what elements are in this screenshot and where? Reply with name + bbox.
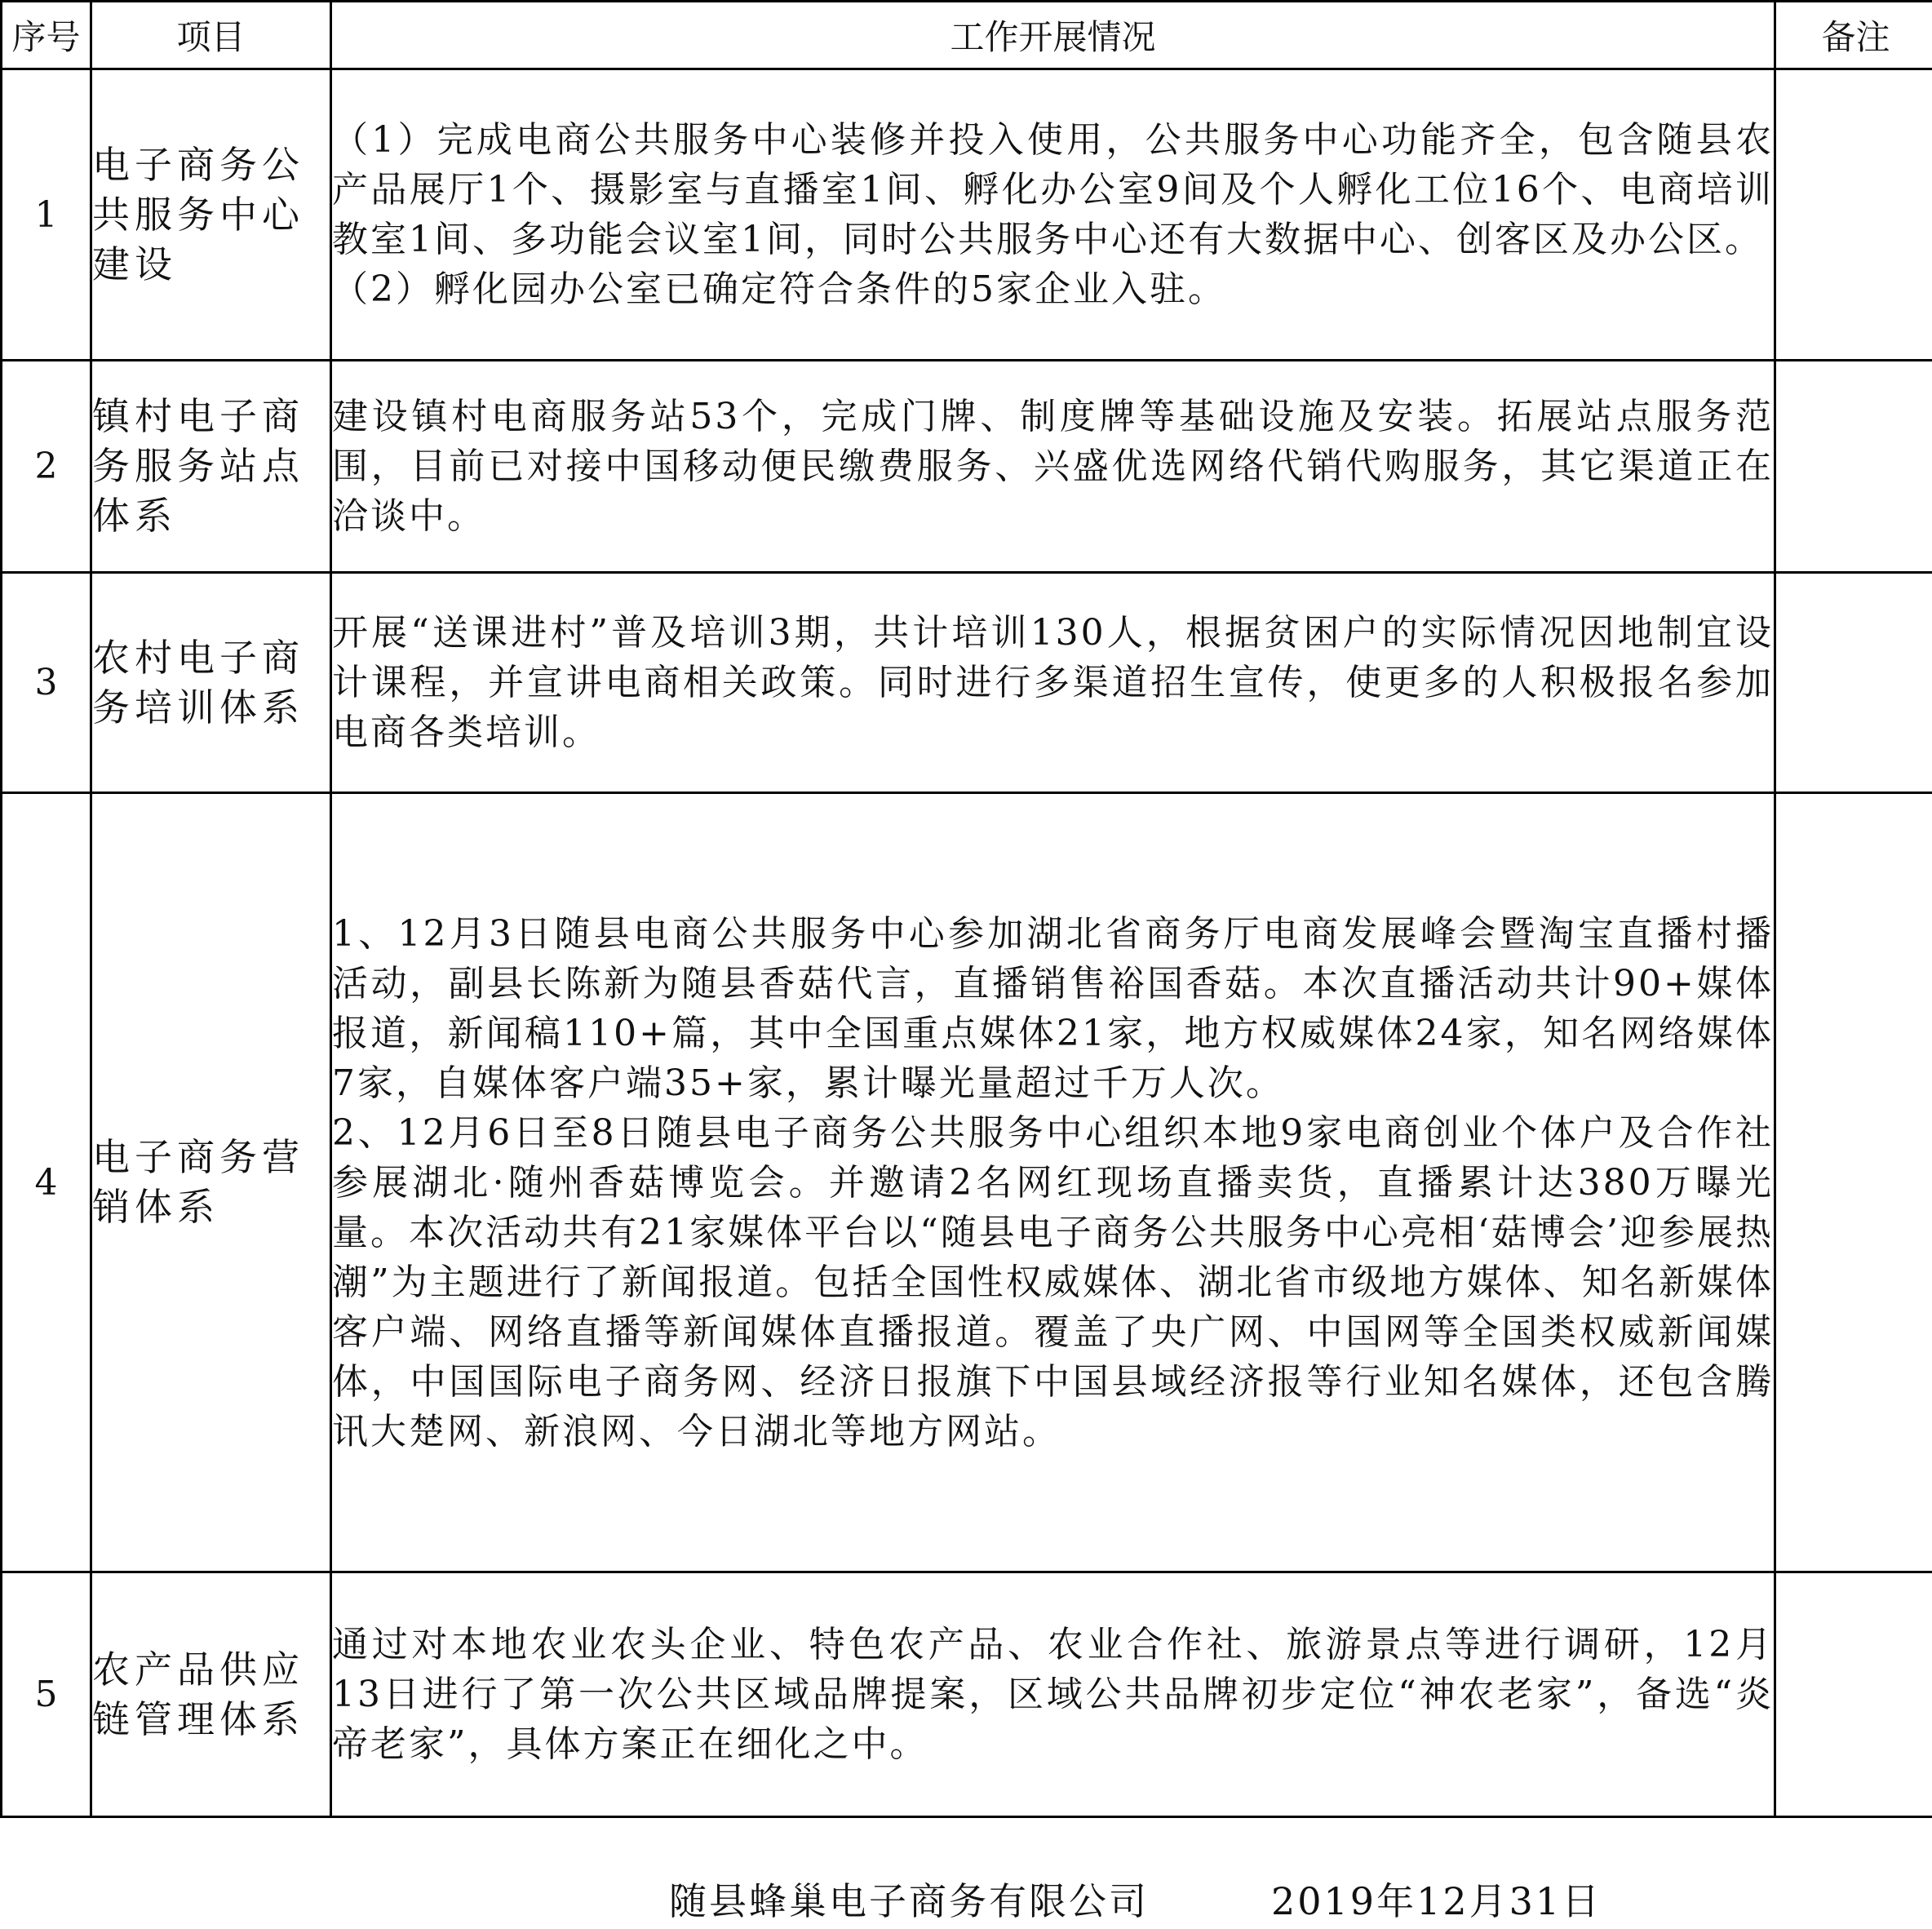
row-project-name: 电子商务公共服务中心建设 bbox=[91, 69, 331, 361]
header-serial-number: 序号 bbox=[2, 2, 91, 69]
work-paragraph: 通过对本地农业农头企业、特色农产品、农业合作社、旅游景点等进行调研，12月13日进行了第一次公共区域品牌提案，区域公共品牌初步定位“神农老家”，备选“炎帝老家”，具体方案正在细化之中。 bbox=[332, 1624, 1774, 1765]
row-work-description bbox=[331, 361, 1775, 573]
row-work-description bbox=[331, 69, 1775, 361]
report-date: 2019年12月31日 bbox=[1271, 1879, 1602, 1923]
work-paragraph: 开展“送课进村”普及培训3期，共计培训130人，根据贫困户的实际情况因地制宜设计课程，并宣讲电商相关政策。同时进行多渠道招生宣传，使更多的人积极报名参加电商各类培训。 bbox=[332, 612, 1774, 753]
work-paragraph: 2、12月6日至8日随县电子商务公共服务中心组织本地9家电商创业个体户及合作社参展湖北·随州香菇博览会。并邀请2名网红现场直播卖货，直播累计达380万曝光量。本次活动共有21家媒体平台以“随县电子商务公共服务中心亮相‘菇博会’迎参展热潮”为主题进行了新闻报道。包括全国性权威媒体、湖北省市级地方媒体、知名新媒体客户端、网络直播等新闻媒体直播报道。覆盖了央广网、中国网等全国类权威新闻媒体，中国国际电子商务网、经济日报旗下中国县域经济报等行业知名媒体，还包含腾讯大楚网、新浪网、今日湖北等地方网站。 bbox=[332, 1111, 1774, 1452]
row-remarks bbox=[1775, 361, 1932, 573]
header-remarks: 备注 bbox=[1775, 2, 1932, 69]
company-name: 随县蜂巢电子商务有限公司 bbox=[669, 1879, 1149, 1923]
row-serial-number: 5 bbox=[2, 1572, 91, 1817]
row-project-name: 电子商务营销体系 bbox=[91, 793, 331, 1572]
row-work-description bbox=[331, 573, 1775, 793]
row-project-name: 农村电子商务培训体系 bbox=[91, 573, 331, 793]
table-row bbox=[2, 69, 1932, 361]
row-remarks bbox=[1775, 1572, 1932, 1817]
work-paragraph: 1、12月3日随县电商公共服务中心参加湖北省商务厅电商发展峰会暨淘宝直播村播活动，副县长陈新为随县香菇代言，直播销售裕国香菇。本次直播活动共计90+媒体报道，新闻稿110+篇，其中全国重点媒体21家，地方权威媒体24家，知名网络媒体7家，自媒体客户端35+家，累计曝光量超过千万人次。 bbox=[332, 912, 1774, 1104]
work-paragraph: （2）孵化园办公室已确定符合条件的5家企业入驻。 bbox=[332, 268, 1226, 310]
row-remarks bbox=[1775, 573, 1932, 793]
table-row bbox=[2, 573, 1932, 793]
work-paragraph: （1）完成电商公共服务中心装修并投入使用，公共服务中心功能齐全，包含随县农产品展厅1个、摄影室与直播室1间、孵化办公室9间及个人孵化工位16个、电商培训教室1间、多功能会议室1间，同时公共服务中心还有大数据中心、创客区及办公区。 bbox=[332, 119, 1774, 260]
header-project: 项目 bbox=[91, 2, 331, 69]
row-remarks bbox=[1775, 793, 1932, 1572]
work-paragraph: 建设镇村电商服务站53个，完成门牌、制度牌等基础设施及安装。拓展站点服务范围，目前已对接中国移动便民缴费服务、兴盛优选网络代销代购服务，其它渠道正在洽谈中。 bbox=[332, 396, 1774, 537]
row-serial-number: 4 bbox=[2, 793, 91, 1572]
row-serial-number: 1 bbox=[2, 69, 91, 361]
row-remarks bbox=[1775, 69, 1932, 361]
table-row bbox=[2, 1572, 1932, 1817]
row-work-description bbox=[331, 793, 1775, 1572]
signature-footer bbox=[669, 1872, 1602, 1926]
table-row bbox=[2, 793, 1932, 1572]
table-header-row bbox=[2, 2, 1932, 69]
header-work-progress: 工作开展情况 bbox=[331, 2, 1775, 69]
table-row bbox=[2, 361, 1932, 573]
row-serial-number: 2 bbox=[2, 361, 91, 573]
row-serial-number: 3 bbox=[2, 573, 91, 793]
row-project-name: 农产品供应链管理体系 bbox=[91, 1572, 331, 1817]
row-project-name: 镇村电子商务服务站点体系 bbox=[91, 361, 331, 573]
row-work-description bbox=[331, 1572, 1775, 1817]
